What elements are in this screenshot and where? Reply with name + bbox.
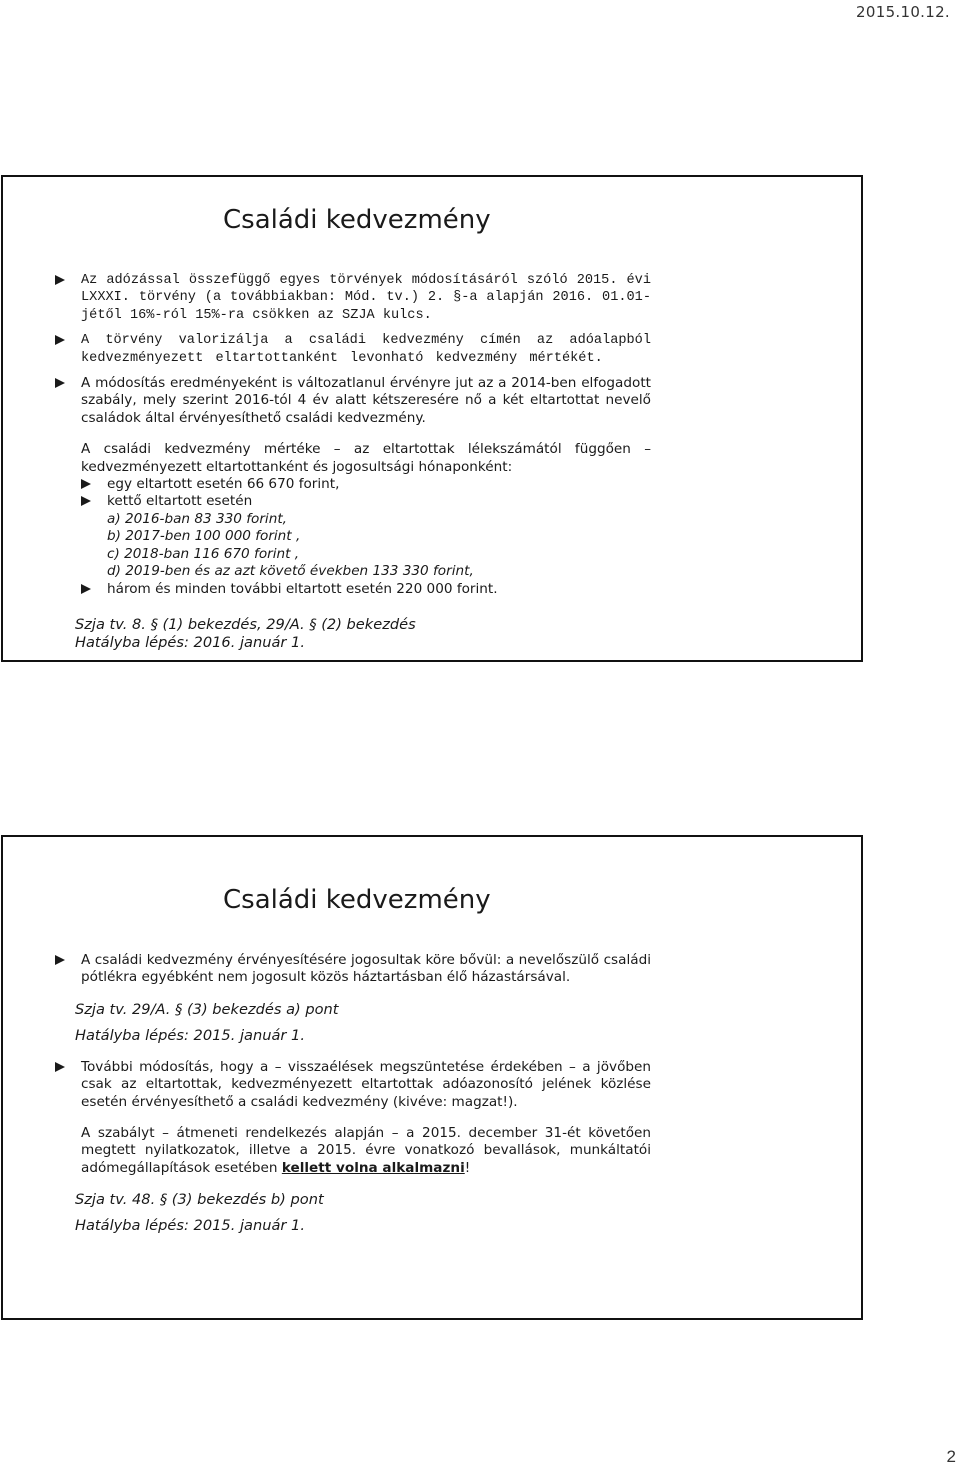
slide-2-effective-date-1: Hatályba lépés: 2015. január 1. — [75, 1026, 305, 1044]
slide-2-title: Családi kedvezmény — [223, 885, 491, 915]
bullet-arrow-icon — [55, 955, 65, 965]
slide-1-sub-2a: a) 2016-ban 83 330 forint, — [107, 510, 287, 527]
slide-2-bullet-2: További módosítás, hogy a – visszaélések megszüntetése érdekében – a jövőben csak az eltartottak, kedvezményezett eltartottak adóazonosító jelének közlése esetén érvényesíthető a családi kedvezmény (kivéve: magzat!). — [55, 1059, 651, 1111]
slide-1-legal-reference: Szja tv. 8. § (1) bekezdés, 29/A. § (2) bekezdés — [75, 615, 416, 633]
slide-1-sub-1: egy eltartott esetén 66 670 forint, — [55, 476, 651, 493]
slide-1-sub-2c: c) 2018-ban 116 670 forint , — [107, 545, 300, 562]
bullet-arrow-icon — [81, 479, 91, 489]
slide-2-content — [55, 952, 651, 1235]
slide-1-sub-3: három és minden további eltartott esetén 220 000 forint. — [55, 581, 651, 598]
slide-1-bullet-3: A módosítás eredményeként is változatlanul érvényre jut az a 2014-ben elfogadott szabály, mely szerint 2016-tól 4 év alatt kétszeresére nő a két eltartottat nevelő családok által érvényesíthető családi kedvezmény. — [55, 375, 651, 427]
header-date: 2015.10.12. — [856, 3, 950, 21]
bullet-arrow-icon — [55, 1062, 65, 1072]
slide-2-legal-reference-1: Szja tv. 29/A. § (3) bekezdés a) pont — [75, 1000, 339, 1018]
bullet-arrow-icon — [55, 335, 65, 345]
bullet-arrow-icon — [81, 496, 91, 506]
slide-2-bullet-1: A családi kedvezmény érvényesítésére jogosultak köre bővül: a nevelőszülő családi pótlékra egyébként nem jogosult közös háztartásban élő házastársával. — [55, 952, 651, 987]
slide-2 — [1, 835, 863, 1320]
slide-2-legal-reference-2: Szja tv. 48. § (3) bekezdés b) pont — [75, 1191, 324, 1209]
slide-2-effective-date-2: Hatályba lépés: 2015. január 1. — [75, 1217, 305, 1235]
slide-1 — [1, 175, 863, 662]
bullet-arrow-icon — [81, 584, 91, 594]
slide-1-sub-2d: d) 2019-ben és az azt követő években 133 330 forint, — [107, 563, 474, 580]
slide-2-paragraph: A szabályt – átmeneti rendelkezés alapján – a 2015. december 31-ét követően megtett nyilatkozatok, illetve a 2015. évre vonatkozó bevallások, munkáltatói adómegállapítások esetében kellett volna alkalmazni! — [81, 1125, 651, 1176]
bullet-arrow-icon — [55, 275, 65, 285]
slide-1-sub-2b: b) 2017-ben 100 000 forint , — [107, 528, 301, 545]
slide-1-content — [55, 272, 651, 652]
slide-1-sub-2: kettő eltartott esetén — [55, 493, 651, 510]
page-number: 2 — [946, 1447, 956, 1466]
emphasized-text: kellett volna alkalmazni — [281, 1159, 465, 1176]
bullet-arrow-icon — [55, 378, 65, 388]
slide-1-bullet-1: Az adózással összefüggő egyes törvények módosításáról szóló 2015. évi LXXXI. törvény (a továbbiakban: Mód. tv.) 2. §-a alapján 2016. 01.01-jétől 16%-ról 15%-ra csökken az SZJA kulcs. — [55, 272, 651, 324]
slide-1-paragraph: A családi kedvezmény mértéke – az eltartottak lélekszámától függően – kedvezményezett eltartottanként és jogosultsági hónaponként: — [81, 441, 651, 475]
slide-1-bullet-2: A törvény valorizálja a családi kedvezmény címén az adóalapból kedvezményezett eltartottanként levonható kedvezmény mértékét. — [55, 332, 651, 367]
slide-1-title: Családi kedvezmény — [223, 205, 491, 235]
slide-1-effective-date: Hatályba lépés: 2016. január 1. — [75, 633, 305, 651]
